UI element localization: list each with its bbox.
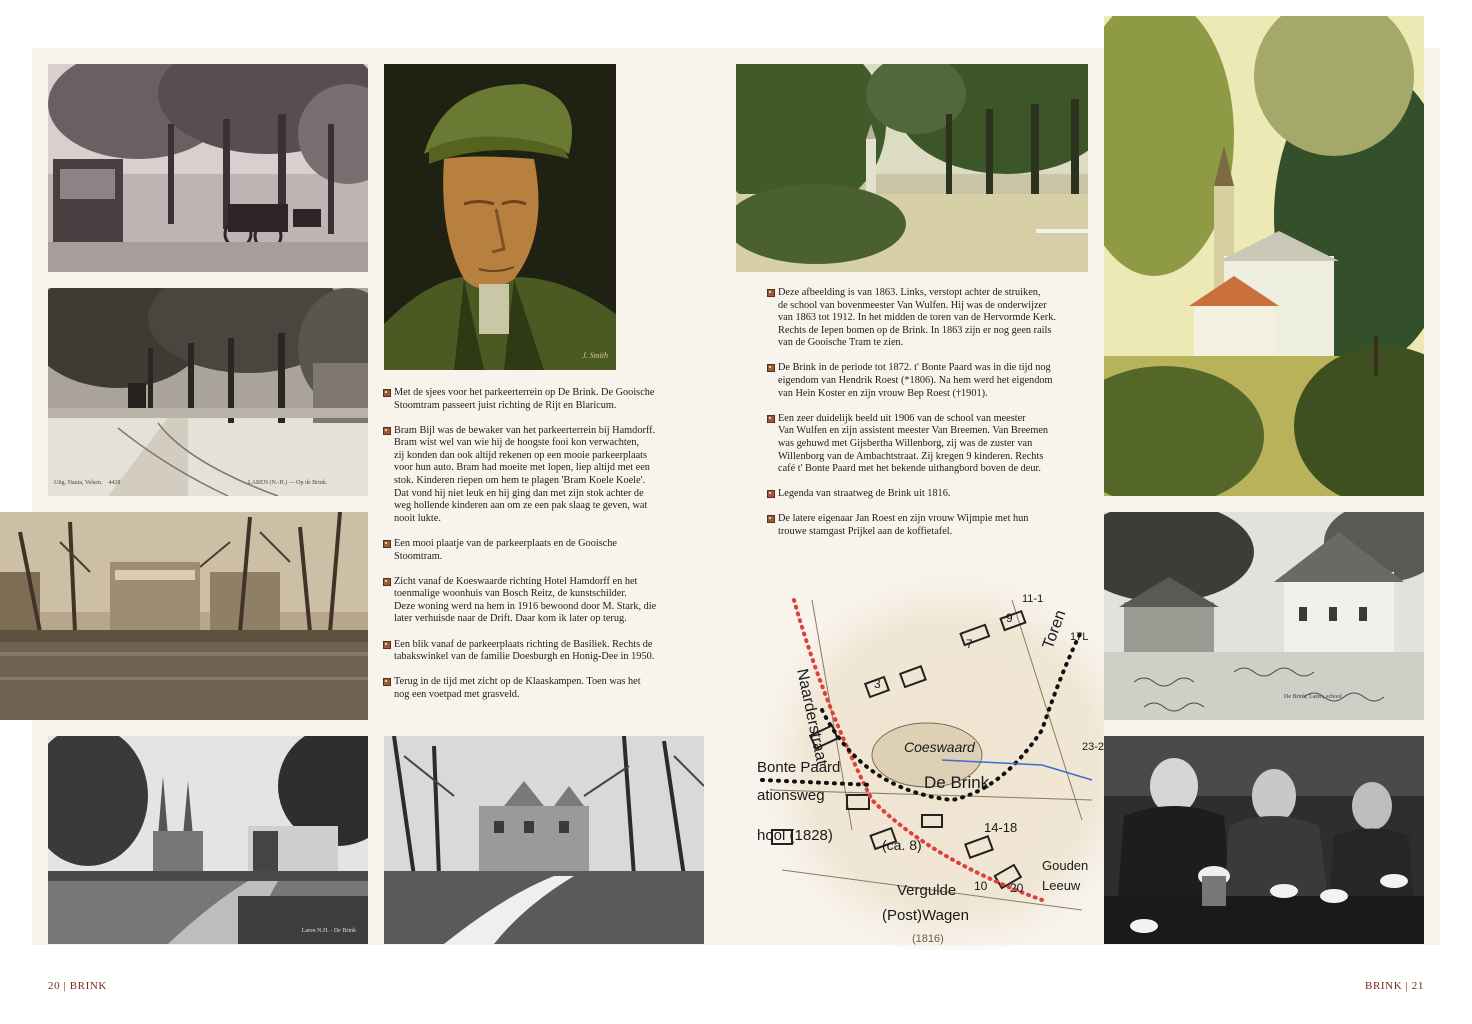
photo-tram-carriage	[48, 64, 368, 272]
map-number-7: 7	[966, 637, 973, 651]
camera-bullet-icon	[767, 415, 775, 423]
photo-school-bonte-paard	[1104, 512, 1424, 720]
caption-item: De Brink in de periode tot 1872. t' Bonte Paard was in die tijd nog eigendom van Hendrik Roest (*1806). Na hem werd het eigendom van Hein Koster en zijn vrouw Bep Roest (†1901).	[767, 362, 1097, 400]
map-label-coeswaard: Coeswaard	[904, 739, 975, 755]
map-label-stationsweg: ationsweg	[757, 787, 825, 804]
map-number-20: 20	[1010, 881, 1024, 895]
camera-bullet-icon	[383, 678, 391, 686]
camera-bullet-icon	[767, 490, 775, 498]
right-captions	[767, 287, 1097, 551]
portrait-signature: J. Smith	[582, 351, 608, 360]
map-number-23: 23-2	[1082, 741, 1104, 753]
caption-item: Een zeer duidelijk beeld uit 1906 van de school van meester Van Wulfen en zijn assistent meester Van Breemen. Van Breemen was gehuwd met Gijsbertha Willenborg, zij was de zuster van Willenborg van de Ambachtstraat. Zij kregen 9 kinderen. Rechts café t' Bonte Paard met het bekende uithangbord boven de deur.	[767, 413, 1097, 476]
photo-view-basiliek	[48, 736, 368, 944]
photo-1863-avenue	[736, 64, 1088, 272]
caption-item: Deze afbeelding is van 1863. Links, verstopt achter de struiken, de school van bovenmeester Van Wulfen. Hij was de onderwijzer van 1863 tot 1912. In het midden de toren van de Hervormde Kerk. Rechts de Iepen bomen op de Brink. In 1863 zijn er nog geen rails van de Gooische Tram te zien.	[767, 287, 1097, 350]
folio-right: BRINK | 21	[1365, 980, 1424, 992]
map-label-naarderstraat: Naarderstraat	[793, 667, 831, 767]
caption-item: Bram Bijl was de bewaker van het parkeerterrein bij Hamdorff. Bram wist wel van wie hij de hoogste fooi kon verwachten, zij konden dan ook altijd rekenen op een mooie parkeerplaats voor hun auto. Bram had moeite met lopen, liep altijd met een stok. Kinderen riepen om hem te plagen 'Bram Koele Koele'. Dat vond hij niet leuk en hij ging dan met zijn stok achter de weg hollende kinderen aan om ze een pak slaag te geven, wat nooit lukte.	[383, 425, 703, 526]
map-number-3: 3	[874, 677, 881, 691]
section-title-left: BRINK	[69, 980, 107, 992]
left-captions	[383, 387, 703, 714]
camera-bullet-icon	[383, 641, 391, 649]
camera-bullet-icon	[383, 578, 391, 586]
map-label-leeuw: Leeuw	[1042, 878, 1081, 893]
camera-bullet-icon	[383, 389, 391, 397]
caption-item: Legenda van straatweg de Brink uit 1816.	[767, 488, 1097, 501]
map-number-9: 9	[1006, 611, 1013, 625]
map-label-year: (1816)	[912, 933, 944, 945]
page-number-right: 21	[1411, 980, 1424, 992]
postcard-caption-left: Uitg. Nauta, Velsen. 4428	[54, 480, 121, 486]
caption-item: De latere eigenaar Jan Roest en zijn vrouw Wijmpie met hun trouwe stamgast Prijkel aan de koffietafel.	[767, 513, 1097, 538]
map-legenda-1816	[752, 570, 1104, 950]
map-label-range: 14-18	[984, 820, 1018, 835]
photo-corner-label: Laren N.H. - De Brink	[301, 928, 356, 934]
caption-item: Een blik vanaf de parkeerplaats richting de Basiliek. Rechts de tabakswinkel van de familie Doesburgh en Honig-Dee in 1950.	[383, 639, 703, 664]
section-title-right: BRINK	[1365, 980, 1403, 992]
map-label-de-brink: De Brink	[924, 773, 990, 792]
photo-hotel-hamdorff	[0, 512, 368, 720]
postcard-print-caption: De Brink, Laren, school	[1284, 694, 1342, 700]
map-label-postwagen: (Post)Wagen	[882, 907, 969, 924]
camera-bullet-icon	[383, 540, 391, 548]
camera-bullet-icon	[383, 427, 391, 435]
photo-portrait-bram-bijl	[384, 64, 616, 370]
postcard-caption-right: LAREN (N.-H.) — Op de Brink.	[248, 480, 328, 486]
map-number-11: 11-1	[1022, 593, 1044, 605]
map-label-ca8: (ca. 8)	[882, 837, 922, 853]
map-label-bonte-paard: Bonte Paard	[757, 759, 841, 776]
camera-bullet-icon	[767, 364, 775, 372]
map-number-17: 17L	[1070, 631, 1089, 643]
photo-koffietafel	[1104, 736, 1424, 944]
camera-bullet-icon	[767, 515, 775, 523]
photo-hervormde-kerk	[1104, 16, 1424, 496]
photo-postcard-op-de-brink	[48, 288, 368, 496]
caption-item: Terug in de tijd met zicht op de Klaaskampen. Toen was het nog een voetpad met grasveld.	[383, 676, 703, 701]
folio-left: 20 | BRINK	[48, 980, 107, 992]
caption-item: Een mooi plaatje van de parkeerplaats en de Gooische Stoomtram.	[383, 538, 703, 563]
map-label-toren: Toren	[1039, 607, 1070, 652]
caption-item: Met de sjees voor het parkeerterrein op De Brink. De Gooische Stoomtram passeert juist richting de Rijt en Blaricum.	[383, 387, 703, 412]
map-label-vergulde: Vergulde	[897, 882, 957, 899]
photo-klaaskampen	[384, 736, 704, 944]
map-number-10: 10	[974, 879, 988, 893]
map-label-school: hool (1828)	[757, 827, 833, 844]
map-label-gouden: Gouden	[1042, 858, 1089, 873]
page-number-left: 20	[48, 980, 61, 992]
caption-item: Zicht vanaf de Koeswaarde richting Hotel Hamdorff en het toenmalige woonhuis van Bosch Reitz, de kunstschilder. Deze woning werd na hem in 1916 bewoond door M. Stark, die later verhuisde naar de Drift. Daar kom ik later op terug.	[383, 576, 703, 626]
camera-bullet-icon	[767, 289, 775, 297]
